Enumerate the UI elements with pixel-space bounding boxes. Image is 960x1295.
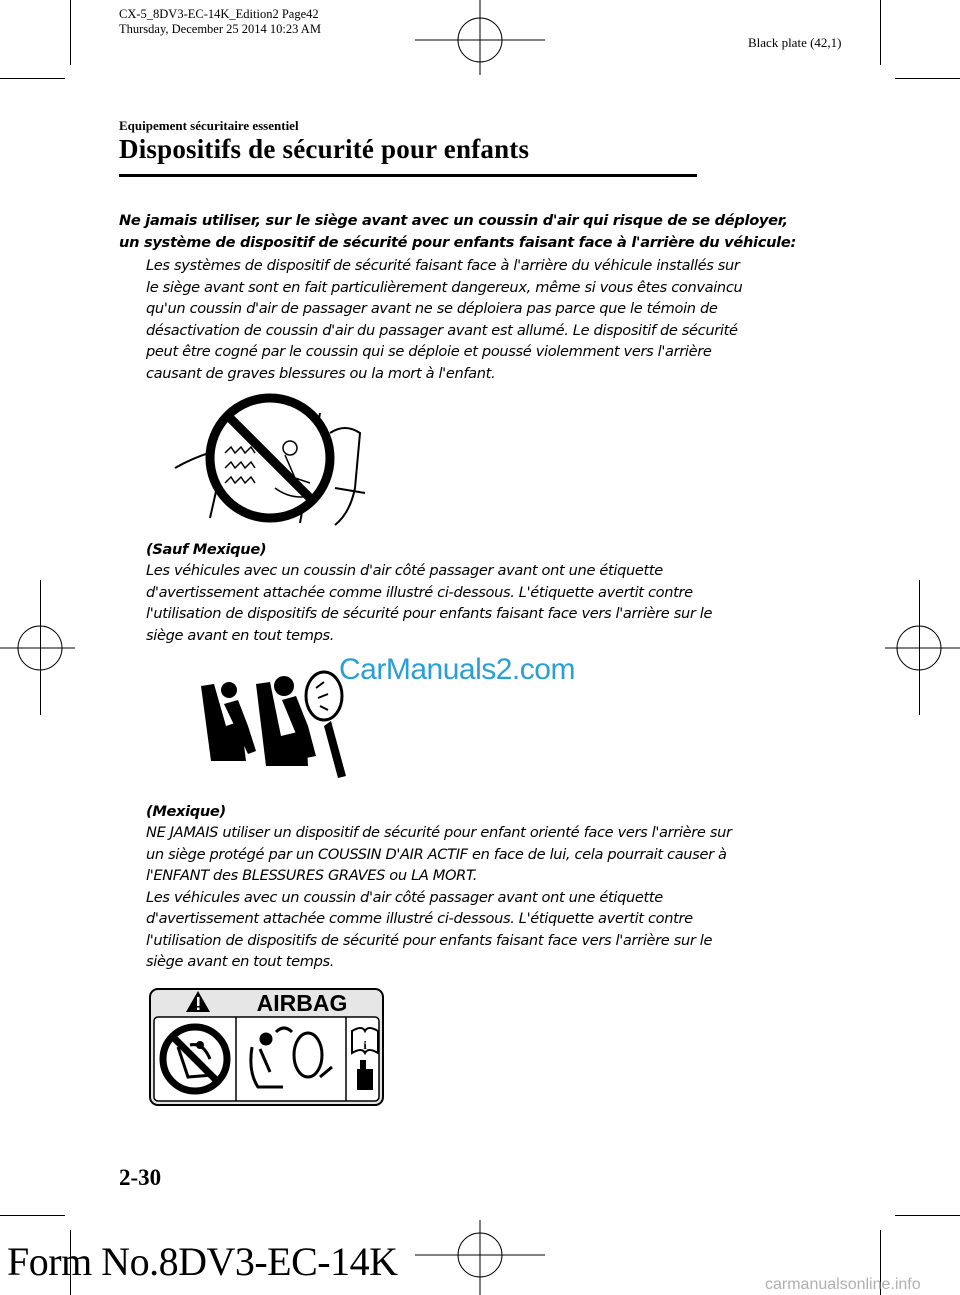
print-metadata [119,7,321,37]
warning-heading [119,210,819,254]
sauf-body-line: l'utilisation de dispositifs de sécurité pour enfants faisant face vers l'arrière sur le [146,605,713,622]
sauf-body-line: Les véhicules avec un coussin d'air côté passager avant ont une étiquette [146,562,663,579]
warning-body-line: qu'un coussin d'air de passager avant ne se déploiera pas parce que le témoin de [146,300,718,317]
mexique-body-line: NE JAMAIS utiliser un dispositif de sécurité pour enfant orienté face vers l'arrière sur [146,824,732,841]
warning-body [146,255,826,384]
warning-body-line: désactivation de coussin d'air du passager avant est allumé. Le dispositif de sécurité [146,321,738,339]
print-file-line: CX-5_8DV3-EC-14K_Edition2 Page42 [119,7,319,21]
page-title: Dispositifs de sécurité pour enfants [119,134,530,164]
warning-body-line: causant de graves blessures ou la mort à l'enfant. [146,364,496,382]
mexique-body-line: l'utilisation de dispositifs de sécurité pour enfants faisant face vers l'arrière sur le [146,931,713,949]
section-label: Equipement sécuritaire essentiel [119,118,299,133]
prohibited-rear-facing-seat-illustration [170,393,380,533]
mexique-body-line: d'avertissement attachée comme illustré ci-dessous. L'étiquette avertit contre [146,910,693,927]
svg-text:i: i [363,1038,367,1052]
form-number: Form No.8DV3-EC-14K [7,1239,398,1284]
warning-heading-line: Ne jamais utiliser, sur le siège avant avec un coussin d'air qui risque de se déployer, [119,212,788,229]
airbag-warning-seats-illustration [196,666,356,778]
plate-label: Black plate (42,1) [748,35,842,50]
print-date-line: Thursday, December 25 2014 10:23 AM [119,22,321,36]
mexique-heading: (Mexique) [146,803,226,820]
sauf-mexique-body [146,560,826,646]
warning-heading-line: un système de dispositif de sécurité pour enfants faisant face à l'arrière du véhicule: [119,234,797,251]
sauf-mexique-heading: (Sauf Mexique) [146,541,267,558]
title-rule [119,174,697,177]
warning-body-line: peut être cogné par le coussin qui se déploie et poussé violemment vers l'arrière [146,343,712,360]
sauf-body-line: d'avertissement attachée comme illustré ci-dessous. L'étiquette avertit contre [146,583,693,601]
airbag-warning-label [148,987,386,1109]
site-watermark: carmanualsonline.info [765,1276,921,1293]
mexique-body-line: un siège protégé par un COUSSIN D'AIR ACTIF en face de lui, cela pourrait causer à [146,845,727,863]
mexique-body-line: siège avant en tout temps. [146,953,335,970]
watermark: CarManuals2.com [339,653,575,686]
page-number: 2-30 [119,1165,162,1190]
warning-body-line: le siège avant sont en fait particulièrement dangereux, même si vous êtes convaincu [146,278,743,296]
mexique-body-line: l'ENFANT des BLESSURES GRAVES ou LA MORT. [146,867,478,884]
mexique-body-line: Les véhicules avec un coussin d'air côté passager avant ont une étiquette [146,888,663,906]
airbag-label-text: AIRBAG [256,990,348,1016]
mexique-body [146,822,826,973]
sauf-body-line: siège avant en tout temps. [146,626,335,644]
warning-body-line: Les systèmes de dispositif de sécurité faisant face à l'arrière du véhicule installés sur [146,257,740,274]
